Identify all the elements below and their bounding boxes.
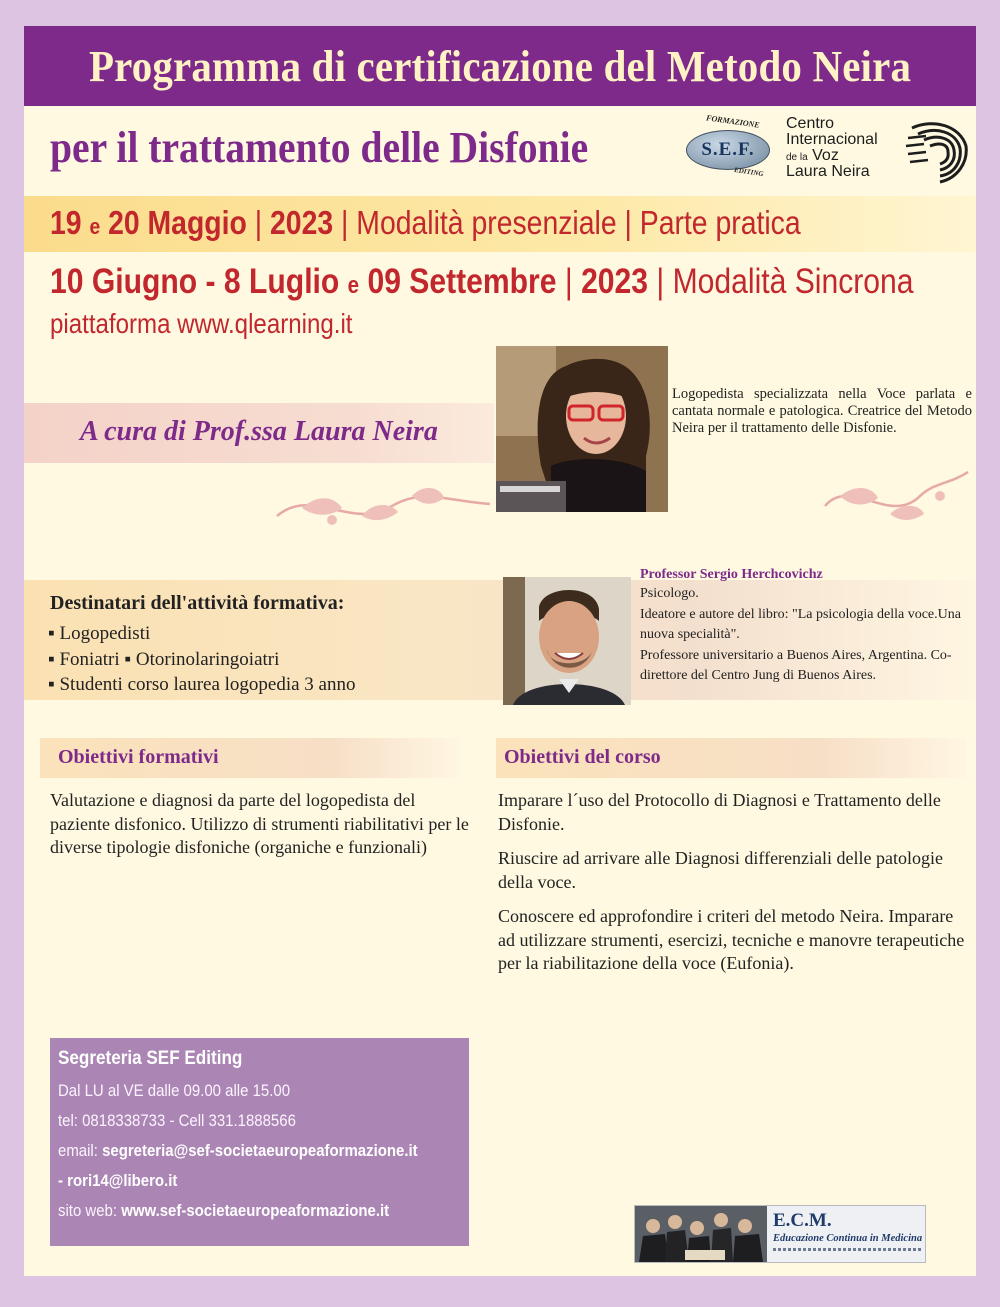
separator: | — [564, 262, 573, 301]
portrait-illustration — [503, 577, 631, 705]
obiettivi-corso-text — [498, 789, 968, 987]
paragraph: Imparare l´uso del Protocollo di Diagnosi e Trattamento delle Disfonie. — [498, 790, 941, 834]
ecm-painting-icon — [635, 1206, 767, 1262]
laura-neira-bio: Logopedista specializzata nella Voce parlata e cantata normale e patologica. Creatrice del Metodo Neira per il trattamento delle Disfonie. — [672, 386, 972, 436]
separator: | — [656, 262, 665, 301]
email-link[interactable]: rori14@libero.it — [67, 1171, 178, 1190]
list-item: ▪ Foniatri ▪ Otorinolaringoiatri — [48, 648, 280, 670]
professor-name: Professor Sergio Herchcovichz — [640, 567, 823, 582]
separator: | — [624, 204, 632, 241]
obiettivi-formativi-title: Obiettivi formativi — [58, 746, 219, 768]
date-part: Parte pratica — [639, 204, 801, 241]
centro-logo-line3-small: de la — [786, 152, 808, 163]
segreteria-web-line — [58, 1196, 413, 1226]
separator: | — [254, 204, 263, 241]
segreteria-box — [50, 1038, 469, 1246]
flourish-ornament-icon — [820, 466, 970, 536]
obiettivi-corso-title: Obiettivi del corso — [504, 746, 661, 768]
ecm-subtitle: Educazione Continua in Medicina — [773, 1233, 923, 1244]
date-day: 8 Luglio — [223, 262, 340, 301]
date-day: 19 — [50, 204, 82, 241]
curatore-label: A cura di Prof.ssa Laura Neira — [80, 416, 438, 447]
professor-bio-line: Ideatore e autore del libro: "La psicologia della voce.Una nuova specialità". — [640, 606, 961, 642]
segreteria-email2-line — [58, 1166, 413, 1196]
dates-line-presenziale — [50, 204, 801, 242]
sef-logo-top-text: FORMAZIONE — [705, 113, 761, 130]
date-year: 2023 — [581, 262, 649, 301]
dates-line-sincrona — [50, 262, 914, 302]
centro-logo-line3-main: Voz — [812, 147, 839, 164]
platform-link: piattaforma www.qlearning.it — [50, 308, 353, 339]
ecm-title: E.C.M. — [773, 1210, 832, 1231]
ecm-painting-image — [635, 1206, 767, 1262]
date-mode: Modalità presenziale — [356, 204, 617, 241]
flyer-page — [24, 26, 976, 1276]
list-item: ▪ Logopedisti — [48, 623, 151, 644]
centro-logo-text — [786, 116, 878, 180]
ecm-fine-print-decoration — [773, 1248, 923, 1251]
date-day: 09 Settembre — [367, 262, 557, 301]
sef-logo-oval — [686, 130, 770, 170]
destinatari-list — [48, 621, 356, 698]
website-link[interactable]: www.sef-societaeuropeaformazione.it — [121, 1201, 390, 1220]
page-subtitle: per il trattamento delle Disfonie — [50, 123, 589, 172]
profile-lines-icon — [904, 118, 970, 184]
date-day: 10 Giugno — [50, 262, 198, 301]
centro-logo-line1: Centro — [786, 115, 835, 132]
date-dash: - — [205, 262, 216, 301]
segreteria-title: Segreteria SEF Editing — [58, 1048, 243, 1069]
date-year: 2023 — [270, 204, 334, 241]
title-banner — [24, 26, 976, 106]
list-item: ▪ Studenti corso laurea logopedia 3 anno — [48, 674, 356, 695]
paragraph: Conoscere ed approfondire i criteri del metodo Neira. Imparare ad utilizzare strumenti, esercizi, tecniche e manovre terapeutiche per la riabilitazione della voce (Eufonia). — [498, 906, 965, 973]
ecm-logo — [634, 1205, 926, 1263]
professor-bio — [640, 584, 970, 687]
date-mode: Modalità Sincrona — [672, 262, 914, 301]
flourish-ornament-icon — [272, 476, 492, 536]
email-link[interactable]: segreteria@sef-societaeuropeaformazione.it — [102, 1141, 418, 1160]
centro-logo-line4: Laura Neira — [786, 163, 870, 180]
centro-logo-line3 — [786, 148, 878, 164]
professor-bio-line: Professore universitario a Buenos Aires, Argentina. Co-direttore del Centro Jung di Buenos Aires. — [640, 647, 952, 683]
web-label: sito web: — [58, 1201, 118, 1220]
segreteria-phone: tel: 0818338733 - Cell 331.1888566 — [58, 1111, 296, 1130]
centro-logo-line2: Internacional — [786, 131, 878, 148]
obiettivi-formativi-text: Valutazione e diagnosi da parte del logopedista del paziente disfonico. Utilizzo di strumenti riabilitativi per le diverse tipologie disfoniche (organiche e funzionali) — [50, 790, 469, 857]
professor-bio-line: Psicologo. — [640, 586, 699, 601]
date-conjunction: e — [89, 214, 101, 239]
sef-logo-text: S.E.F. — [701, 139, 755, 160]
separator: | — [341, 204, 349, 241]
email-separator: - — [58, 1171, 63, 1190]
paragraph: Riuscire ad arrivare alle Diagnosi differenziali delle patologie della voce. — [498, 848, 943, 892]
sergio-herchcovichz-photo — [503, 577, 631, 705]
sef-logo — [682, 113, 774, 184]
date-conjunction: e — [347, 272, 360, 299]
segreteria-email-line — [58, 1136, 418, 1166]
destinatari-title: Destinatari dell'attività formativa: — [50, 592, 345, 614]
centro-internacional-logo — [786, 116, 970, 184]
email-label: email: — [58, 1141, 98, 1160]
page-title: Programma di certificazione del Metodo Neira — [88, 41, 912, 91]
date-day: 20 Maggio — [108, 204, 247, 241]
segreteria-hours: Dal LU al VE dalle 09.00 alle 15.00 — [58, 1081, 291, 1100]
portrait-illustration — [496, 346, 668, 512]
laura-neira-photo — [496, 346, 668, 512]
sef-logo-bottom-text: EDITING — [733, 165, 764, 179]
